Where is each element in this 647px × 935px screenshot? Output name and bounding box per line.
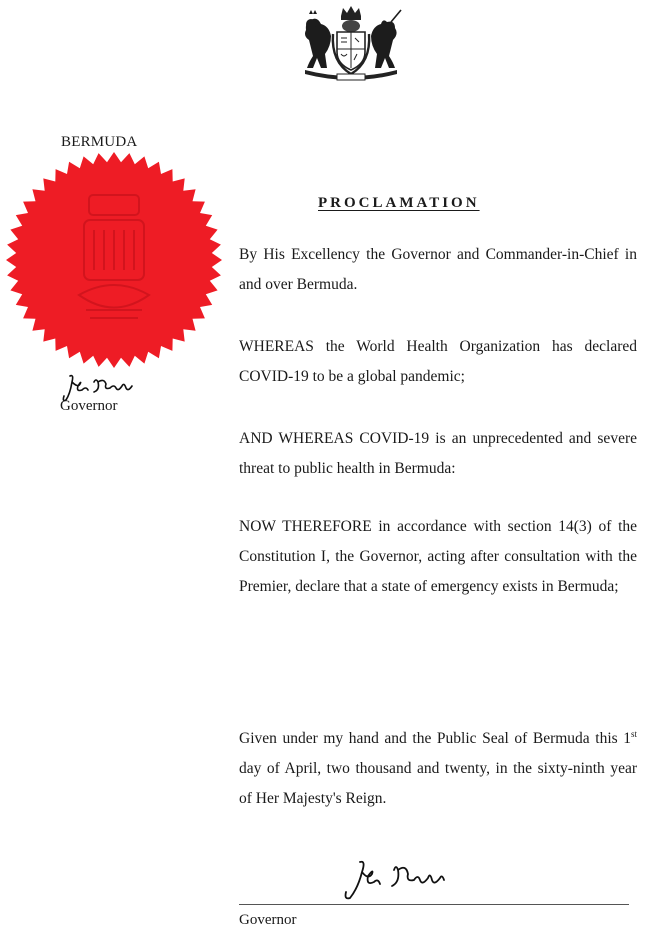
seal-signatory-title: Governor [60,398,118,414]
public-seal-red-wafer [4,150,224,370]
closing-paragraph [239,724,637,814]
preamble-paragraph: By His Excellency the Governor and Commander-in-Chief in and over Bermuda. [239,246,637,293]
closing-text-end: day of April, two thousand and twenty, in the sixty-ninth year of Her Majesty's Reign. [239,760,637,807]
royal-coat-of-arms-emblem [291,2,411,82]
ordinal-suffix: st [630,728,637,739]
closing-text-start: Given under my hand and the Public Seal of Bermuda this 1 [239,730,631,747]
jurisdiction-label: BERMUDA [61,134,138,150]
whereas-paragraph-1: WHEREAS the World Health Organization has declared COVID-19 to be a global pandemic; [239,338,637,385]
signature-line [239,904,629,905]
proclamation-title: PROCLAMATION [318,195,480,211]
bottom-signature-mark [338,858,458,902]
signatory-title: Governor [239,912,297,928]
whereas-paragraph-2: AND WHEREAS COVID-19 is an unprecedented and severe threat to public health in Bermuda: [239,430,637,477]
declaration-paragraph: NOW THEREFORE in accordance with section 14(3) of the Constitution I, the Governor, acting after consultation with the Premier, declare that a state of emergency exists in Bermuda; [239,518,637,595]
